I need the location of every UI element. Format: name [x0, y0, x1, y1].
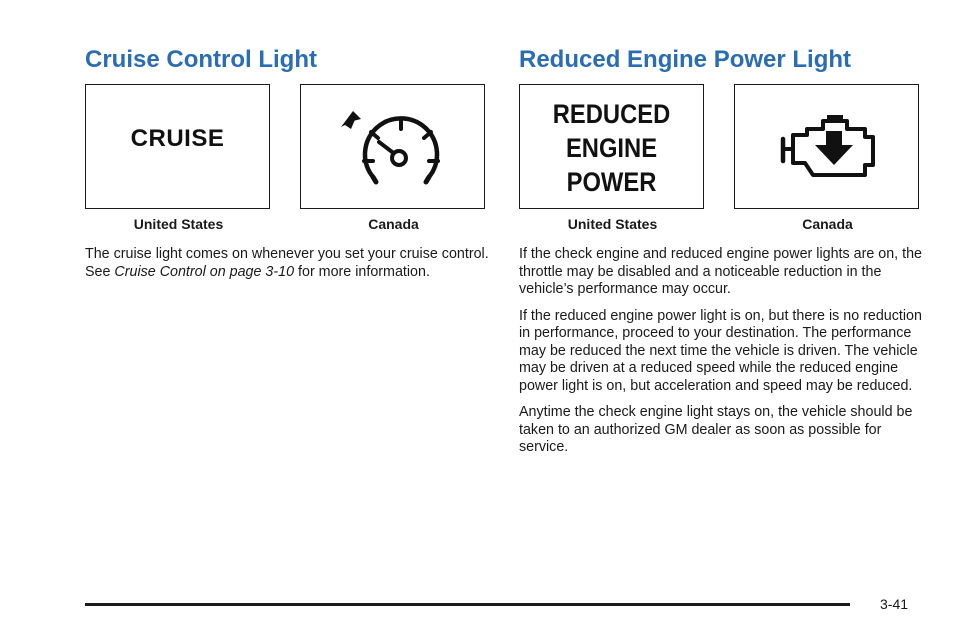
reduced-engine-power-section [519, 40, 924, 466]
cruise-light-box-canada [300, 84, 485, 209]
reduced-power-text [531, 97, 692, 199]
figure-caption: United States [567, 216, 658, 232]
footer-rule [85, 603, 850, 606]
page-number: 3-41 [880, 596, 909, 612]
cruise-figure-canada [300, 84, 487, 232]
cruise-speedometer-icon [301, 85, 485, 209]
cruise-light-text: CRUISE [130, 125, 225, 152]
reduced-power-line: ENGINE [565, 133, 658, 163]
reduced-engine-power-heading: Reduced Engine Power Light [519, 46, 852, 73]
cross-reference-link[interactable]: Cruise Control on page 3-10 [114, 263, 295, 280]
figure-caption: Canada [802, 216, 853, 232]
cruise-control-section [85, 40, 490, 290]
figure-caption: Canada [368, 216, 419, 232]
cruise-light-box-us [85, 84, 270, 209]
reduced-power-body [519, 246, 924, 457]
paragraph-text: The cruise light comes on whenever you set your cruise control. See [85, 246, 489, 280]
figure-caption: United States [133, 216, 224, 232]
cruise-control-heading: Cruise Control Light [85, 46, 317, 73]
reduced-power-figures [519, 84, 924, 234]
cruise-figures [85, 84, 490, 234]
reduced-power-figure-us [519, 84, 706, 232]
reduced-power-box-canada [734, 84, 919, 209]
cruise-body [85, 246, 490, 281]
reduced-power-line: POWER [566, 167, 657, 197]
reduced-power-paragraph: If the check engine and reduced engine power lights are on, the throttle may be disabled and a noticeable reduction in the vehicle’s performance may occur. [519, 246, 922, 297]
reduced-power-paragraph: If the reduced engine power light is on, but there is no reduction in performance, proceed to your destination. The performance may be reduced the next time the vehicle is driven. The vehicle may be driven at a reduced speed while the reduced engine power light is on, but acceleration and speed may be reduced. [519, 307, 922, 394]
cruise-figure-us [85, 84, 272, 232]
cruise-paragraph [85, 246, 490, 281]
reduced-power-paragraph: Anytime the check engine light stays on, the vehicle should be taken to an authorized GM dealer as soon as possible for service. [519, 404, 913, 455]
reduced-power-figure-canada [734, 84, 921, 232]
reduced-power-line: REDUCED [552, 99, 671, 129]
reduced-power-box-us [519, 84, 704, 209]
engine-power-reduced-icon [735, 85, 919, 209]
paragraph-text: for more information. [294, 263, 430, 280]
